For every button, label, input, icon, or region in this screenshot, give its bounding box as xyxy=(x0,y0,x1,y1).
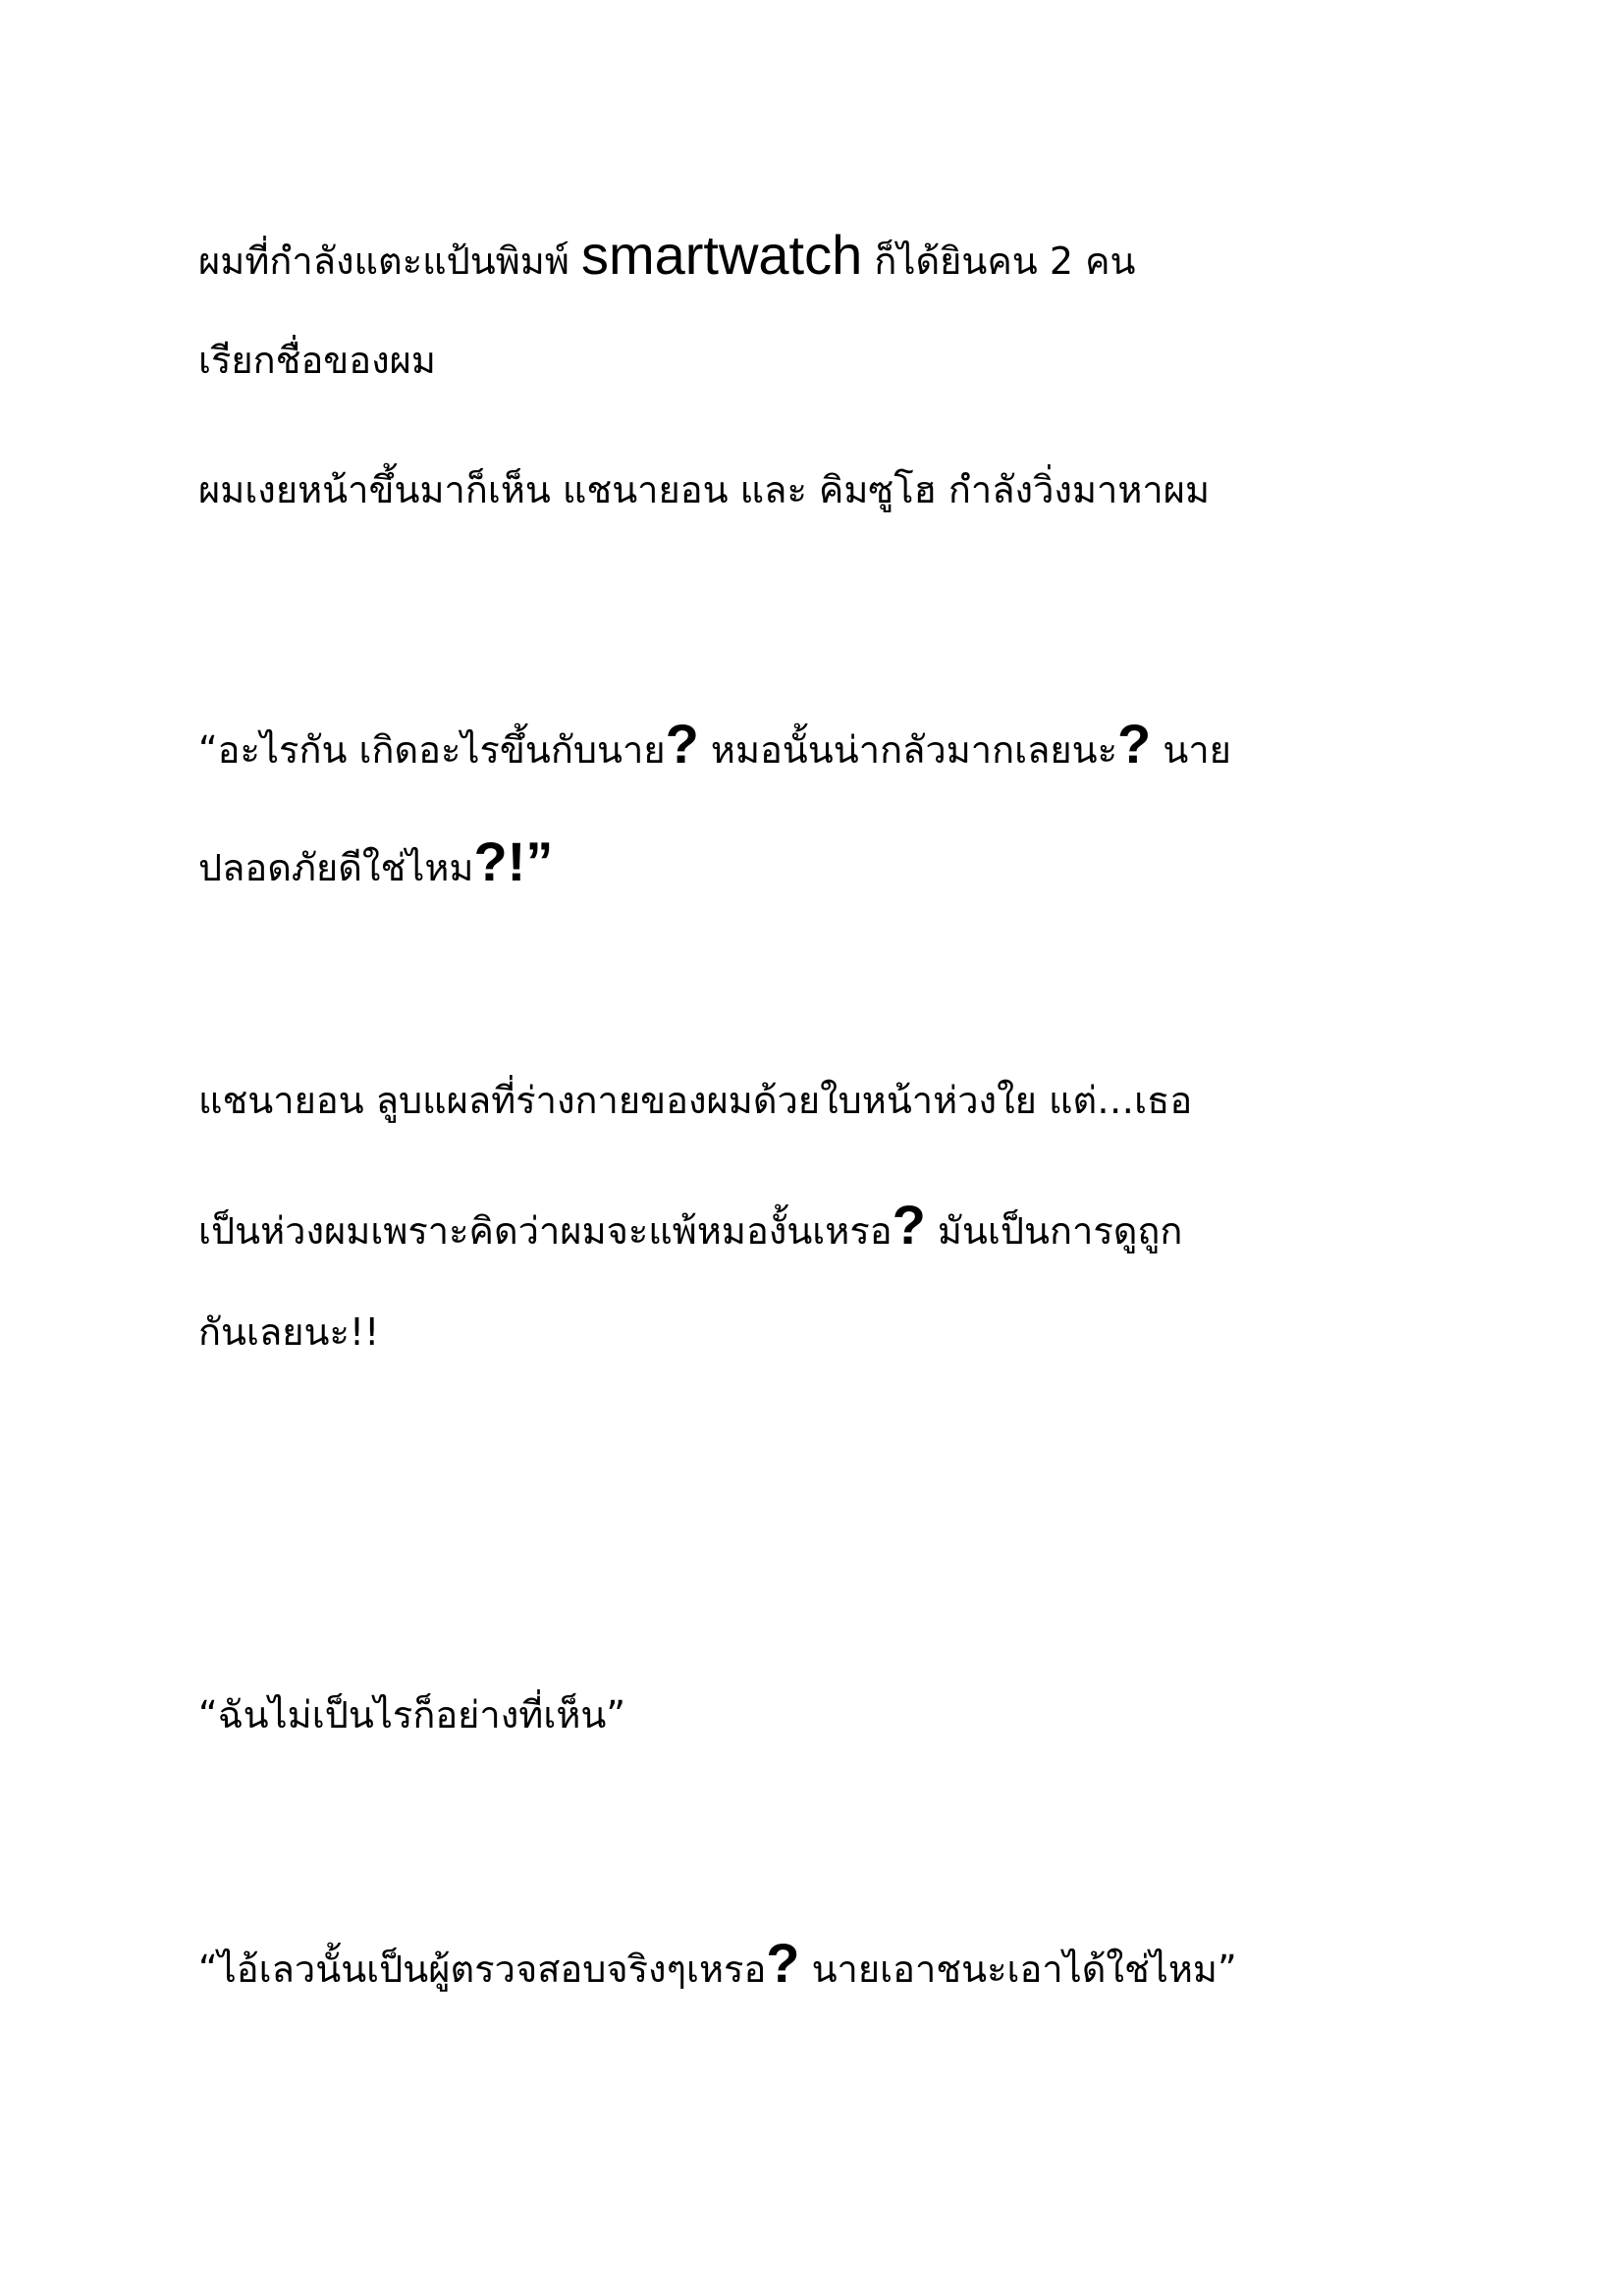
text-segment: มันเป็นการดูถูก xyxy=(925,1209,1183,1253)
paragraph-4-line-1 xyxy=(198,1079,1193,1122)
paragraph-3-line-1 xyxy=(198,713,1231,774)
text-segment: นาย xyxy=(1151,728,1231,772)
text-segment: ผมเงยหน้าขึ้นมาก็เห็น แชนายอน และ คิมซูโฮ กำลังวิ่งมาหาผม xyxy=(198,468,1211,511)
text-segment: “ไอ้เลวนั้นเป็นผู้ตรวจสอบจริงๆเหรอ xyxy=(198,1948,767,1991)
text-segment: เรียกชื่อของผม xyxy=(198,339,436,382)
text-segment: ผมที่กำลังแตะแป้นพิมพ์ xyxy=(198,240,581,283)
text-segment: ก็ได้ยินคน 2 คน xyxy=(862,240,1136,283)
question-mark: ? xyxy=(665,713,699,774)
paragraph-6-line-1 xyxy=(198,1932,1237,1994)
text-segment-latin: smartwatch xyxy=(580,224,863,286)
text-segment: กันเลยนะ!! xyxy=(198,1310,380,1354)
paragraph-1-line-1 xyxy=(198,224,1136,286)
text-segment: “ฉันไม่เป็นไรก็อย่างที่เห็น” xyxy=(198,1693,626,1736)
paragraph-4-line-2 xyxy=(198,1194,1183,1255)
paragraph-3-line-2 xyxy=(198,830,554,892)
paragraph-4-line-3 xyxy=(198,1310,380,1354)
text-segment: หมอนั้นน่ากลัวมากเลยนะ xyxy=(698,728,1118,772)
paragraph-5-line-1 xyxy=(198,1693,626,1736)
question-mark: ? xyxy=(892,1194,926,1255)
text-segment: เป็นห่วงผมเพราะคิดว่าผมจะแพ้หมองั้นเหรอ xyxy=(198,1209,893,1253)
text-segment: นายเอาชนะเอาได้ใช่ไหม” xyxy=(799,1948,1237,1991)
text-segment: “อะไรกัน เกิดอะไรขึ้นกับนาย xyxy=(198,728,666,772)
paragraph-2-line-1 xyxy=(198,468,1211,511)
text-segment: ปลอดภัยดีใช่ไหม xyxy=(198,846,474,889)
question-mark: ? xyxy=(1117,713,1152,774)
question-mark: ? xyxy=(766,1932,800,1994)
text-segment: แชนายอน ลูบแผลที่ร่างกายของผมด้วยใบหน้าห่วงใย แต่…เธอ xyxy=(198,1079,1193,1122)
interrobang-quote: ?!” xyxy=(473,830,554,892)
paragraph-1-line-2 xyxy=(198,339,436,382)
